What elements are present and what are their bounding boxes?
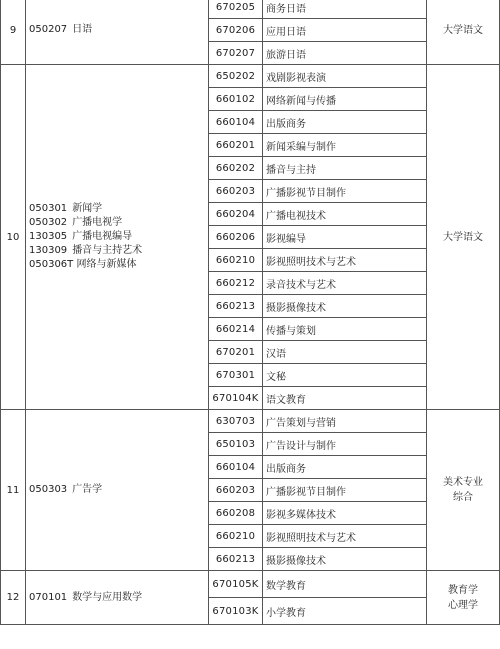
vocational-major-name: 广告策划与营销	[263, 410, 427, 433]
vocational-major-code: 670104K	[209, 387, 263, 410]
undergrad-major	[29, 202, 208, 216]
vocational-major-code: 660204	[209, 203, 263, 226]
vocational-major-code: 660210	[209, 249, 263, 272]
vocational-major-code: 670206	[209, 19, 263, 42]
vocational-major-code: 660102	[209, 88, 263, 111]
undergrad-major-code: 070101	[29, 591, 68, 603]
undergrad-major-code: 050303	[29, 484, 68, 495]
vocational-major-code: 670201	[209, 341, 263, 364]
vocational-major-code: 660212	[209, 272, 263, 295]
vocational-major-name: 新闻采编与制作	[263, 134, 427, 157]
vocational-major-code: 660213	[209, 295, 263, 318]
group-number: 9	[1, 0, 26, 65]
group-number: 11	[1, 410, 26, 571]
undergrad-major-code: 130309	[29, 245, 68, 256]
undergrad-major	[29, 230, 208, 244]
vocational-major-code: 670301	[209, 364, 263, 387]
undergrad-major-name: 新闻学	[72, 203, 103, 214]
undergrad-major-code: 050302	[29, 217, 68, 228]
undergrad-majors-cell	[26, 0, 209, 65]
vocational-major-code: 660203	[209, 479, 263, 502]
table-row	[1, 571, 500, 598]
vocational-major-code: 650202	[209, 65, 263, 88]
vocational-major-code: 660104	[209, 456, 263, 479]
exam-subject: 教育学	[448, 584, 478, 596]
undergrad-majors-cell	[26, 410, 209, 571]
undergrad-major-name: 日语	[72, 24, 93, 35]
exam-subject-cell	[427, 0, 500, 65]
vocational-major-name: 小学教育	[263, 598, 427, 625]
vocational-major-code: 660202	[209, 157, 263, 180]
undergrad-major-name: 数学与应用数学	[72, 591, 143, 603]
vocational-major-name: 出版商务	[263, 456, 427, 479]
vocational-major-name: 摄影摄像技术	[263, 295, 427, 318]
vocational-major-code: 660203	[209, 180, 263, 203]
vocational-major-code: 650103	[209, 433, 263, 456]
vocational-major-code: 630703	[209, 410, 263, 433]
vocational-major-name: 影视照明技术与艺术	[263, 249, 427, 272]
table-row	[1, 410, 500, 433]
exam-subject: 大学语文	[443, 24, 483, 36]
undergrad-major-name: 网络与新媒体	[76, 259, 137, 270]
undergrad-major-code: 130305	[29, 231, 68, 242]
vocational-major-code: 660210	[209, 525, 263, 548]
vocational-major-name: 广播影视节目制作	[263, 479, 427, 502]
undergrad-major	[29, 23, 208, 37]
vocational-major-code: 660213	[209, 548, 263, 571]
undergrad-major-name: 广播电视编导	[72, 231, 133, 242]
table-row	[1, 0, 500, 19]
vocational-major-code: 670205	[209, 0, 263, 19]
undergrad-major-name: 播音与主持艺术	[72, 245, 143, 256]
group-number: 12	[1, 571, 26, 625]
vocational-major-name: 广告设计与制作	[263, 433, 427, 456]
vocational-major-name: 影视多媒体技术	[263, 502, 427, 525]
undergrad-majors-cell	[26, 571, 209, 625]
exam-subject-cell	[427, 571, 500, 625]
vocational-major-code: 660214	[209, 318, 263, 341]
undergrad-major-code: 050301	[29, 203, 68, 214]
vocational-major-name: 旅游日语	[263, 42, 427, 65]
exam-subject: 心理学	[448, 599, 478, 611]
vocational-major-name: 广播影视节目制作	[263, 180, 427, 203]
vocational-major-code: 660104	[209, 111, 263, 134]
vocational-major-code: 670207	[209, 42, 263, 65]
exam-subject: 大学语文	[443, 231, 483, 243]
exam-subject: 综合	[453, 492, 473, 503]
vocational-major-code: 670105K	[209, 571, 263, 598]
undergrad-major-name: 广播电视学	[72, 217, 123, 228]
undergrad-major-code: 050207	[29, 24, 68, 35]
vocational-major-name: 戏剧影视表演	[263, 65, 427, 88]
vocational-major-name: 播音与主持	[263, 157, 427, 180]
undergrad-majors-cell	[26, 65, 209, 410]
exam-subject-cell	[427, 410, 500, 571]
vocational-major-name: 影视编导	[263, 226, 427, 249]
vocational-major-name: 文秘	[263, 364, 427, 387]
vocational-major-code: 660206	[209, 226, 263, 249]
vocational-major-name: 商务日语	[263, 0, 427, 19]
table-body	[1, 0, 500, 625]
undergrad-major	[29, 216, 208, 230]
vocational-major-name: 网络新闻与传播	[263, 88, 427, 111]
vocational-major-name: 影视照明技术与艺术	[263, 525, 427, 548]
exam-subject-cell	[427, 65, 500, 410]
undergrad-major-name: 广告学	[72, 484, 103, 495]
undergrad-major	[29, 483, 208, 497]
vocational-major-code: 660201	[209, 134, 263, 157]
vocational-major-name: 应用日语	[263, 19, 427, 42]
undergrad-major	[29, 591, 208, 605]
vocational-major-name: 摄影摄像技术	[263, 548, 427, 571]
group-number: 10	[1, 65, 26, 410]
vocational-major-name: 数学教育	[263, 571, 427, 598]
vocational-major-code: 670103K	[209, 598, 263, 625]
vocational-major-name: 录音技术与艺术	[263, 272, 427, 295]
vocational-major-name: 传播与策划	[263, 318, 427, 341]
vocational-major-name: 广播电视技术	[263, 203, 427, 226]
vocational-major-name: 汉语	[263, 341, 427, 364]
table-row	[1, 65, 500, 88]
vocational-major-code: 660208	[209, 502, 263, 525]
undergrad-major-code: 050306T	[29, 259, 74, 270]
undergrad-major	[29, 258, 208, 272]
exam-subject: 美术专业	[443, 477, 483, 488]
undergrad-major	[29, 244, 208, 258]
vocational-major-name: 出版商务	[263, 111, 427, 134]
vocational-major-name: 语文教育	[263, 387, 427, 410]
